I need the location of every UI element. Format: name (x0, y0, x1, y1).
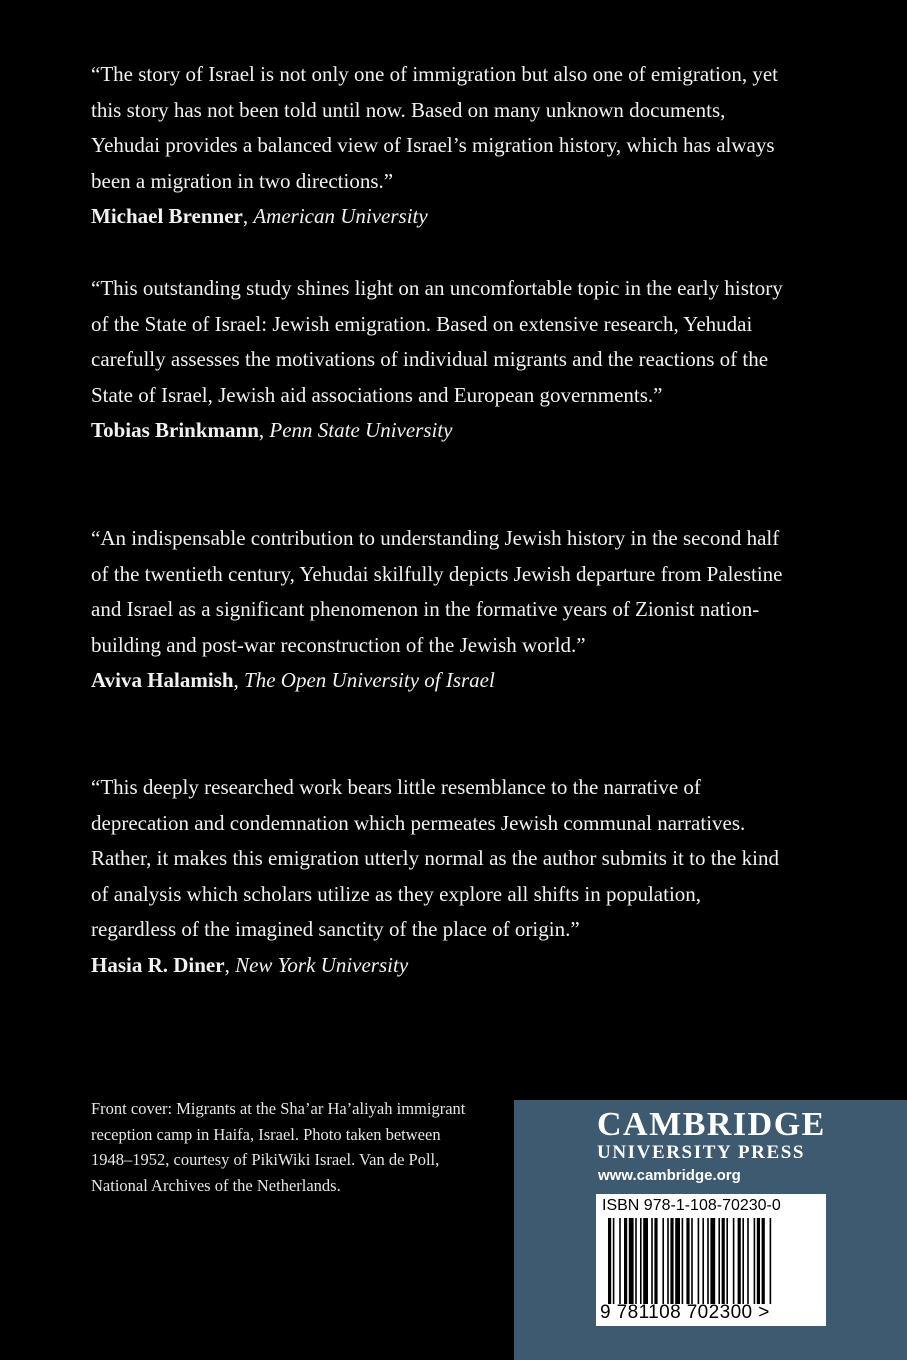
barcode-bar (635, 1218, 637, 1304)
barcode-bar (722, 1218, 725, 1304)
barcode-bars (608, 1218, 814, 1304)
barcode-bar (738, 1218, 741, 1304)
barcode-bar (643, 1218, 648, 1304)
barcode-bar (654, 1218, 657, 1304)
barcode-bar (667, 1218, 669, 1304)
publisher-name: CAMBRIDGE (597, 1106, 826, 1143)
barcode-digits: 9 781108 702300 > (600, 1302, 770, 1323)
barcode-bar (726, 1218, 728, 1304)
barcode-bar (651, 1218, 653, 1304)
barcode-bar (770, 1218, 772, 1304)
barcode-bar (613, 1218, 615, 1304)
blurb-1-attribution: Michael Brenner, American University (91, 204, 428, 228)
barcode-bar (762, 1218, 765, 1304)
blurb-4-affiliation: New York University (235, 952, 409, 977)
publisher-panel (514, 1100, 907, 1360)
blurb-3-author: Aviva Halamish (91, 668, 234, 692)
blurb-3 (91, 521, 791, 699)
barcode-bar (608, 1218, 611, 1304)
blurb-3-affiliation: The Open University of Israel (244, 668, 495, 692)
blurb-1-author: Michael Brenner (91, 204, 243, 228)
blurb-2 (91, 271, 791, 449)
blurb-3-text: “An indispensable contribution to understanding Jewish history in the second half of the twentieth century, Yehudai skilfully depicts Jewish departure from Palestine and Israel as a significant phenomenon in the formative years of Zionist nation-building and post-war reconstruction of the Jewish world.” (91, 526, 783, 657)
blurb-1-affiliation: American University (253, 204, 428, 228)
barcode-bar (757, 1218, 760, 1304)
blurb-4 (91, 770, 791, 983)
blurb-1 (91, 57, 791, 235)
blurb-2-attribution: Tobias Brinkmann, Penn State University (91, 418, 453, 442)
blurb-2-affiliation: Penn State University (269, 418, 453, 442)
barcode-bar (682, 1218, 684, 1304)
barcode-bar (691, 1218, 693, 1304)
blurb-3-attribution: Aviva Halamish, The Open University of Israel (91, 668, 495, 692)
barcode-bar (619, 1218, 621, 1304)
barcode-bar (629, 1218, 634, 1304)
barcode-bar (707, 1218, 709, 1304)
publisher-url: www.cambridge.org (598, 1167, 741, 1184)
blurb-2-text: “This outstanding study shines light on an uncomfortable topic in the early history of the State of Israel: Jewish emigration. Based on extensive research, Yehudai carefully assesses the motivations of individual migrants and the reactions of the State of Israel, Jewish aid associations and European governments.” (91, 276, 783, 407)
blurb-4-author: Hasia R. Diner (91, 952, 225, 977)
barcode-bar (662, 1218, 664, 1304)
blurb-4-attribution: Hasia R. Diner, New York University (91, 952, 409, 977)
barcode-bar (624, 1218, 627, 1304)
blurb-2-author: Tobias Brinkmann (91, 418, 259, 442)
blurb-1-text: “The story of Israel is not only one of immigration but also one of emigration, yet this story has not been told until now. Based on many unknown documents, Yehudai provides a balanced view of Israel’s migration history, which has always been a migration in two directions.” (91, 62, 779, 193)
publisher-press: UNIVERSITY PRESS (597, 1142, 806, 1163)
barcode-bar (686, 1218, 689, 1304)
barcode-bar (670, 1218, 673, 1304)
barcode-bar (718, 1218, 720, 1304)
barcode-box (596, 1194, 826, 1326)
barcode-bar (754, 1218, 756, 1304)
barcode-bar (710, 1218, 715, 1304)
blurb-4-text: “This deeply researched work bears little resemblance to the narrative of deprecation and condemnation which permeates Jewish communal narratives. Rather, it makes this emigration utterly normal as the author submits it to the kind of analysis which scholars utilize as they explore all shifts in population, regardless of the imagined sanctity of the place of origin.” (91, 775, 779, 941)
barcode-bar (747, 1218, 749, 1304)
barcode-bar (733, 1218, 735, 1304)
barcode-bar (702, 1218, 704, 1304)
cover-credit: Front cover: Migrants at the Sha’ar Ha’aliyah immigrant reception camp in Haifa, Israel. Photo taken between 1948–1952, courtesy of PikiWiki Israel. Van de Poll, National Archives of the Netherlands. (91, 1099, 466, 1195)
barcode-bar (742, 1218, 744, 1304)
barcode-bar (698, 1218, 700, 1304)
barcode-bar (640, 1218, 642, 1304)
isbn-label: ISBN 978-1-108-70230-0 (602, 1197, 781, 1214)
barcode-bar (675, 1218, 680, 1304)
